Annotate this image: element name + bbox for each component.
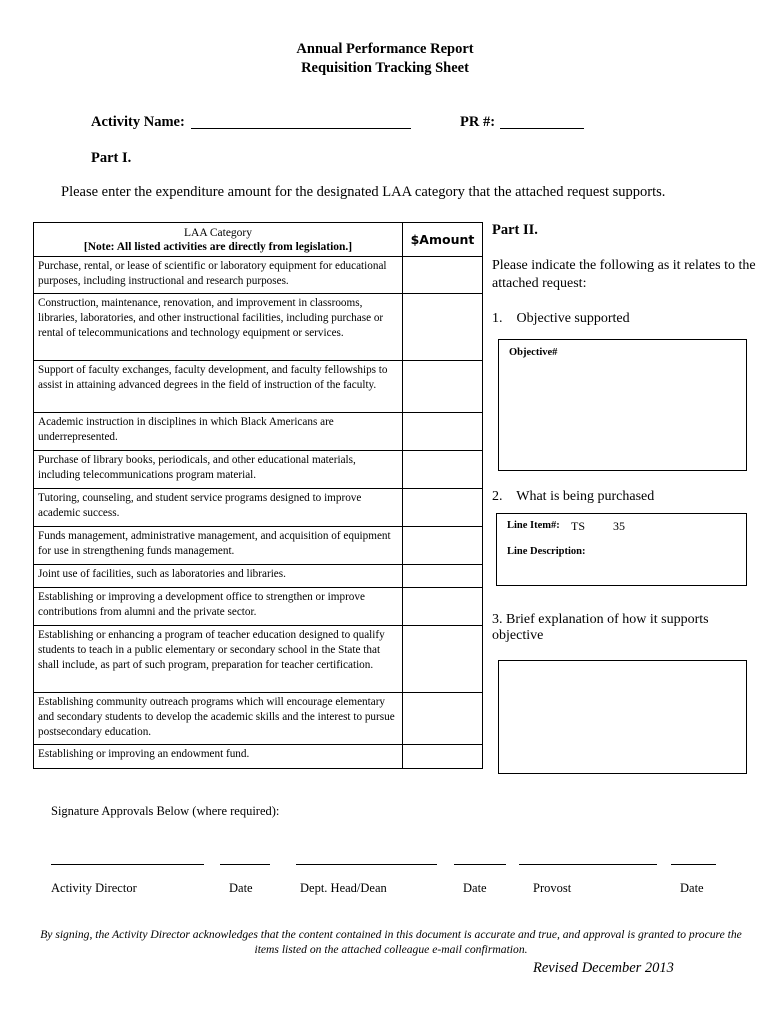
amount-input[interactable]: [403, 744, 483, 768]
laa-category-cell: Tutoring, counseling, and student service programs designed to improve academic success.: [34, 488, 403, 526]
activity-director-date-line[interactable]: [220, 864, 270, 865]
line-item-number: 35: [613, 519, 625, 533]
signing-disclaimer: By signing, the Activity Director acknowledges that the content contained in this document is accurate and true, and approval is granted to procure the items listed on the attached colleague e-mail confirmation.: [40, 928, 742, 956]
amount-input[interactable]: [403, 587, 483, 625]
pr-label: PR #:: [460, 114, 496, 130]
amount-input[interactable]: [403, 360, 483, 412]
laa-category-cell: Construction, maintenance, renovation, and improvement in classrooms, libraries, laboratories, and other instructional facilities, including purchase or rental of telecommunications and technology equipment or services.: [34, 293, 403, 360]
laa-category-cell: Establishing or improving a development office to strengthen or improve contributions from alumni and the private sector.: [34, 587, 403, 625]
laa-category-header: [34, 223, 403, 257]
revision-note: Revised December 2013: [533, 960, 674, 976]
provost-date-line[interactable]: [671, 864, 716, 865]
laa-category-header-title: LAA Category: [183, 227, 253, 239]
date-label: Date: [680, 881, 704, 895]
dept-head-date-line[interactable]: [454, 864, 506, 865]
date-label: Date: [463, 881, 487, 895]
activity-name-field[interactable]: [191, 128, 411, 129]
amount-input[interactable]: [403, 257, 483, 294]
purchase-label: 2. What is being purchased: [492, 489, 655, 504]
laa-category-cell: Joint use of facilities, such as laboratories and libraries.: [34, 564, 403, 587]
purchase-box[interactable]: [496, 513, 747, 586]
amount-input[interactable]: [403, 293, 483, 360]
dept-head-label: Dept. Head/Dean: [300, 881, 387, 895]
amount-input[interactable]: [403, 450, 483, 488]
part2-intro: Please indicate the following as it relates to the attached request:: [492, 258, 756, 291]
part1-heading: Part I.: [91, 150, 132, 166]
laa-category-header-note: [Note: All listed activities are directly from legislation.]: [83, 241, 353, 253]
amount-input[interactable]: [403, 625, 483, 692]
objective-box[interactable]: [498, 339, 747, 471]
document-subtitle: Requisition Tracking Sheet: [301, 60, 469, 76]
laa-category-cell: Purchase of library books, periodicals, and other educational materials, including telecommunications program material.: [34, 450, 403, 488]
amount-input[interactable]: [403, 692, 483, 744]
explanation-label: 3. Brief explanation of how it supports objective: [492, 612, 709, 643]
provost-signature-line[interactable]: [519, 864, 657, 865]
amount-input[interactable]: [403, 488, 483, 526]
laa-category-cell: Establishing or enhancing a program of teacher education designed to qualify students to teach in a public elementary or secondary school in the State that shall include, as part of such program, preparation for teacher certification.: [34, 625, 403, 692]
amount-input[interactable]: [403, 564, 483, 587]
dept-head-signature-line[interactable]: [296, 864, 437, 865]
laa-category-cell: Establishing or improving an endowment fund.: [34, 744, 403, 768]
amount-header: $Amount: [403, 223, 483, 257]
activity-director-signature-line[interactable]: [51, 864, 204, 865]
activity-name-label: Activity Name:: [91, 114, 185, 130]
objective-number-label: Objective#: [509, 347, 558, 358]
part2-heading: Part II.: [492, 222, 538, 238]
amount-input[interactable]: [403, 412, 483, 450]
objective-supported-label: 1. Objective supported: [492, 311, 630, 326]
signature-heading: Signature Approvals Below (where required):: [51, 804, 280, 818]
document-title: Annual Performance Report: [296, 41, 474, 57]
laa-category-cell: Academic instruction in disciplines in which Black Americans are underrepresented.: [34, 412, 403, 450]
provost-label: Provost: [533, 881, 572, 895]
line-description-label: Line Description:: [507, 546, 586, 557]
laa-category-cell: Establishing community outreach programs which will encourage elementary and secondary students to develop the academic skills and the interest to pursue postsecondary education.: [34, 692, 403, 744]
laa-category-cell: Purchase, rental, or lease of scientific or laboratory equipment for educational purposes, including instructional and research purposes.: [34, 257, 403, 294]
line-item-code: TS: [571, 519, 586, 533]
amount-input[interactable]: [403, 526, 483, 564]
pr-number-field[interactable]: [500, 128, 584, 129]
date-label: Date: [229, 881, 253, 895]
explanation-box[interactable]: [498, 660, 747, 774]
part1-instruction: Please enter the expenditure amount for the designated LAA category that the attached request supports.: [61, 184, 666, 200]
line-item-label: Line Item#:: [507, 520, 560, 531]
laa-category-cell: Funds management, administrative management, and acquisition of equipment for use in strengthening funds management.: [34, 526, 403, 564]
laa-category-cell: Support of faculty exchanges, faculty development, and faculty fellowships to assist in attaining advanced degrees in the field of instruction of the faculty.: [34, 360, 403, 412]
laa-category-table: [33, 222, 483, 769]
activity-director-label: Activity Director: [51, 881, 137, 895]
